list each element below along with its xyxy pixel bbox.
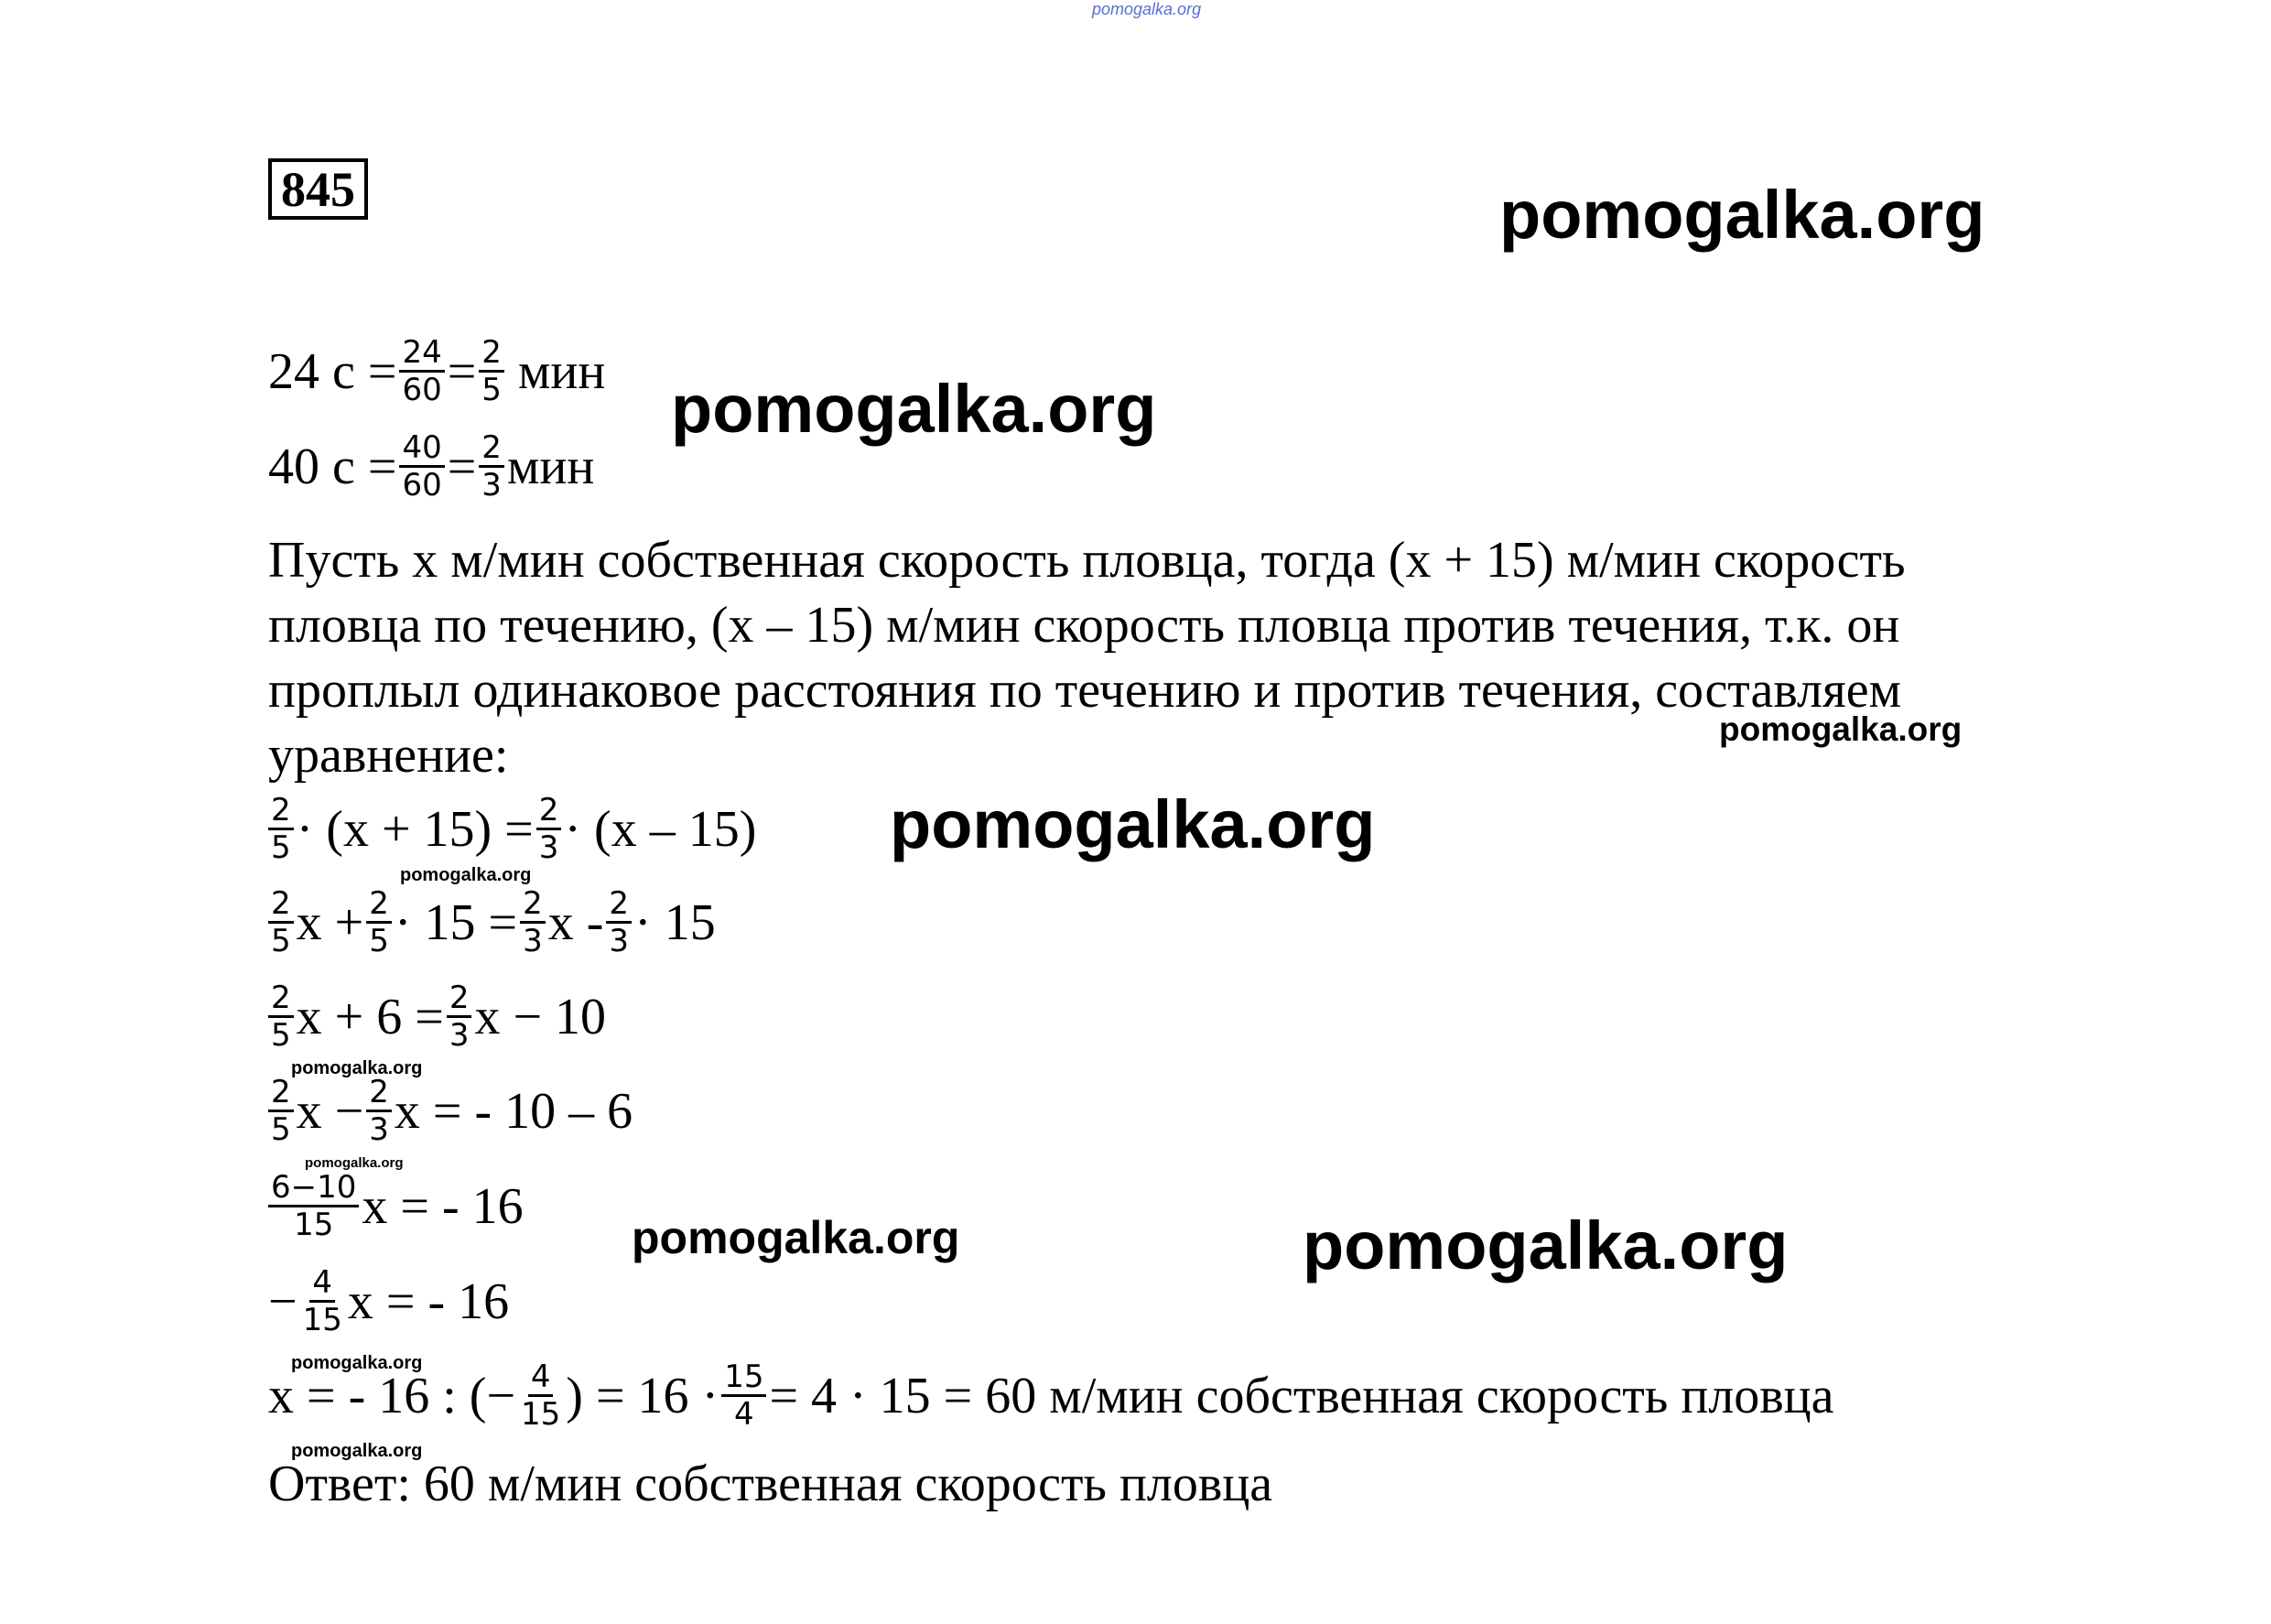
fraction: [268, 886, 294, 958]
fraction: [268, 1170, 359, 1242]
watermark-eq3-small: pomogalka.org: [291, 1058, 423, 1078]
eq-text: х − 10: [474, 988, 607, 1045]
watermark-final-small: pomogalka.org: [291, 1441, 423, 1461]
equation-6: [268, 1265, 509, 1337]
denominator: 4: [734, 1396, 754, 1434]
fraction: [300, 1265, 345, 1337]
paragraph-line: пловца по течению, (х – 15) м/мин скорость пловца против течения, т.к. он: [268, 597, 1900, 654]
watermark-header: pomogalka.org: [1499, 177, 1985, 253]
denominator: 5: [271, 1017, 291, 1055]
watermark-bottom-right: pomogalka.org: [1303, 1207, 1789, 1283]
denominator: 60: [402, 372, 442, 409]
paragraph-line: проплыл одинаковое расстояния по течению и против течения, составляем: [268, 662, 1902, 719]
denominator: 3: [481, 467, 502, 504]
denominator: 5: [369, 923, 389, 960]
conversion-line-1: [268, 335, 605, 407]
equation-1: [268, 793, 756, 865]
watermark-eq4-small: pomogalka.org: [305, 1155, 404, 1171]
watermark-eq6-small: pomogalka.org: [291, 1353, 423, 1373]
watermark-eq1: pomogalka.org: [890, 786, 1376, 862]
fraction: [268, 1075, 294, 1147]
numerator: 4: [309, 1265, 335, 1303]
eq-text: · (х + 15) =: [296, 800, 534, 858]
answer-line: Ответ: 60 м/мин собственная скорость пловца: [268, 1456, 1273, 1512]
eq-text: х = - 16 : (−: [268, 1367, 516, 1424]
numerator: 2: [268, 980, 294, 1018]
denominator: 3: [449, 1017, 470, 1055]
fraction: [366, 1075, 392, 1147]
fraction: [399, 335, 444, 407]
fraction: [268, 793, 294, 865]
equation-5: [268, 1170, 524, 1242]
fraction: [518, 1359, 563, 1432]
fraction: [721, 1359, 766, 1432]
denominator: 15: [521, 1396, 561, 1434]
denominator: 15: [294, 1207, 334, 1244]
paragraph-line: уравнение:: [268, 727, 509, 784]
eq-text: х −: [296, 1082, 364, 1140]
eq-text: х = - 10 – 6: [394, 1082, 633, 1140]
fraction: [479, 430, 504, 503]
denominator: 3: [523, 923, 543, 960]
fraction: [536, 793, 562, 865]
numerator: 2: [366, 1075, 392, 1112]
denominator: 5: [271, 923, 291, 960]
conv1-left: 24 с =: [268, 342, 397, 400]
paragraph-line: Пусть х м/мин собственная скорость пловца, тогда (х + 15) м/мин скорость: [268, 532, 1906, 589]
equation-4: [268, 1075, 633, 1147]
numerator: 2: [536, 793, 562, 830]
conv2-left: 40 с =: [268, 438, 397, 495]
numerator: 2: [520, 886, 546, 924]
numerator: 2: [479, 335, 504, 373]
eq-text: х + 6 =: [296, 988, 444, 1045]
problem-paragraph: [268, 528, 2007, 788]
watermark-mid: pomogalka.org: [632, 1212, 960, 1263]
numerator: 2: [606, 886, 632, 924]
equation-2: [268, 886, 716, 958]
unit: мин: [506, 438, 595, 495]
denominator: 15: [302, 1302, 342, 1339]
eq-text: х -: [547, 893, 604, 951]
numerator: 2: [447, 980, 472, 1018]
eq-text: · (х – 15): [564, 800, 757, 858]
numerator: 6−10: [268, 1170, 359, 1207]
denominator: 3: [538, 829, 559, 867]
denominator: 5: [271, 829, 291, 867]
watermark-line1: pomogalka.org: [671, 371, 1157, 447]
equation-3: [268, 980, 606, 1053]
top-watermark: pomogalka.org: [1092, 0, 1202, 18]
equals-sign: =: [447, 438, 477, 495]
eq-text: ) = 16 ·: [566, 1367, 719, 1424]
fraction: [268, 980, 294, 1053]
eq-text: х = - 16: [362, 1177, 524, 1235]
fraction: [520, 886, 546, 958]
numerator: 2: [268, 1075, 294, 1112]
eq-text: −: [268, 1272, 297, 1330]
eq-text: · 15 =: [394, 893, 518, 951]
numerator: 40: [399, 430, 444, 468]
numerator: 2: [479, 430, 504, 468]
fraction: [366, 886, 392, 958]
numerator: 24: [399, 335, 444, 373]
numerator: 2: [366, 886, 392, 924]
fraction: [606, 886, 632, 958]
eq-text: = 4 · 15 = 60 м/мин собственная скорость пловца: [769, 1367, 1834, 1424]
eq-text: · 15: [634, 893, 716, 951]
equals-sign: =: [447, 342, 477, 400]
fraction: [399, 430, 444, 503]
problem-number: 845: [268, 158, 368, 220]
fraction: [447, 980, 472, 1053]
numerator: 4: [528, 1359, 554, 1397]
eq-text: х +: [296, 893, 364, 951]
numerator: 2: [268, 793, 294, 830]
watermark-paragraph: pomogalka.org: [1719, 710, 1963, 748]
unit: мин: [517, 342, 606, 400]
denominator: 3: [609, 923, 630, 960]
eq-text: х = - 16: [347, 1272, 510, 1330]
conversion-line-2: [268, 430, 594, 503]
denominator: 5: [271, 1111, 291, 1149]
denominator: 3: [369, 1111, 389, 1149]
equation-7: [268, 1359, 1834, 1432]
denominator: 5: [481, 372, 502, 409]
watermark-eq1-small: pomogalka.org: [400, 865, 532, 885]
denominator: 60: [402, 467, 442, 504]
fraction: [479, 335, 504, 407]
numerator: 15: [721, 1359, 766, 1397]
numerator: 2: [268, 886, 294, 924]
